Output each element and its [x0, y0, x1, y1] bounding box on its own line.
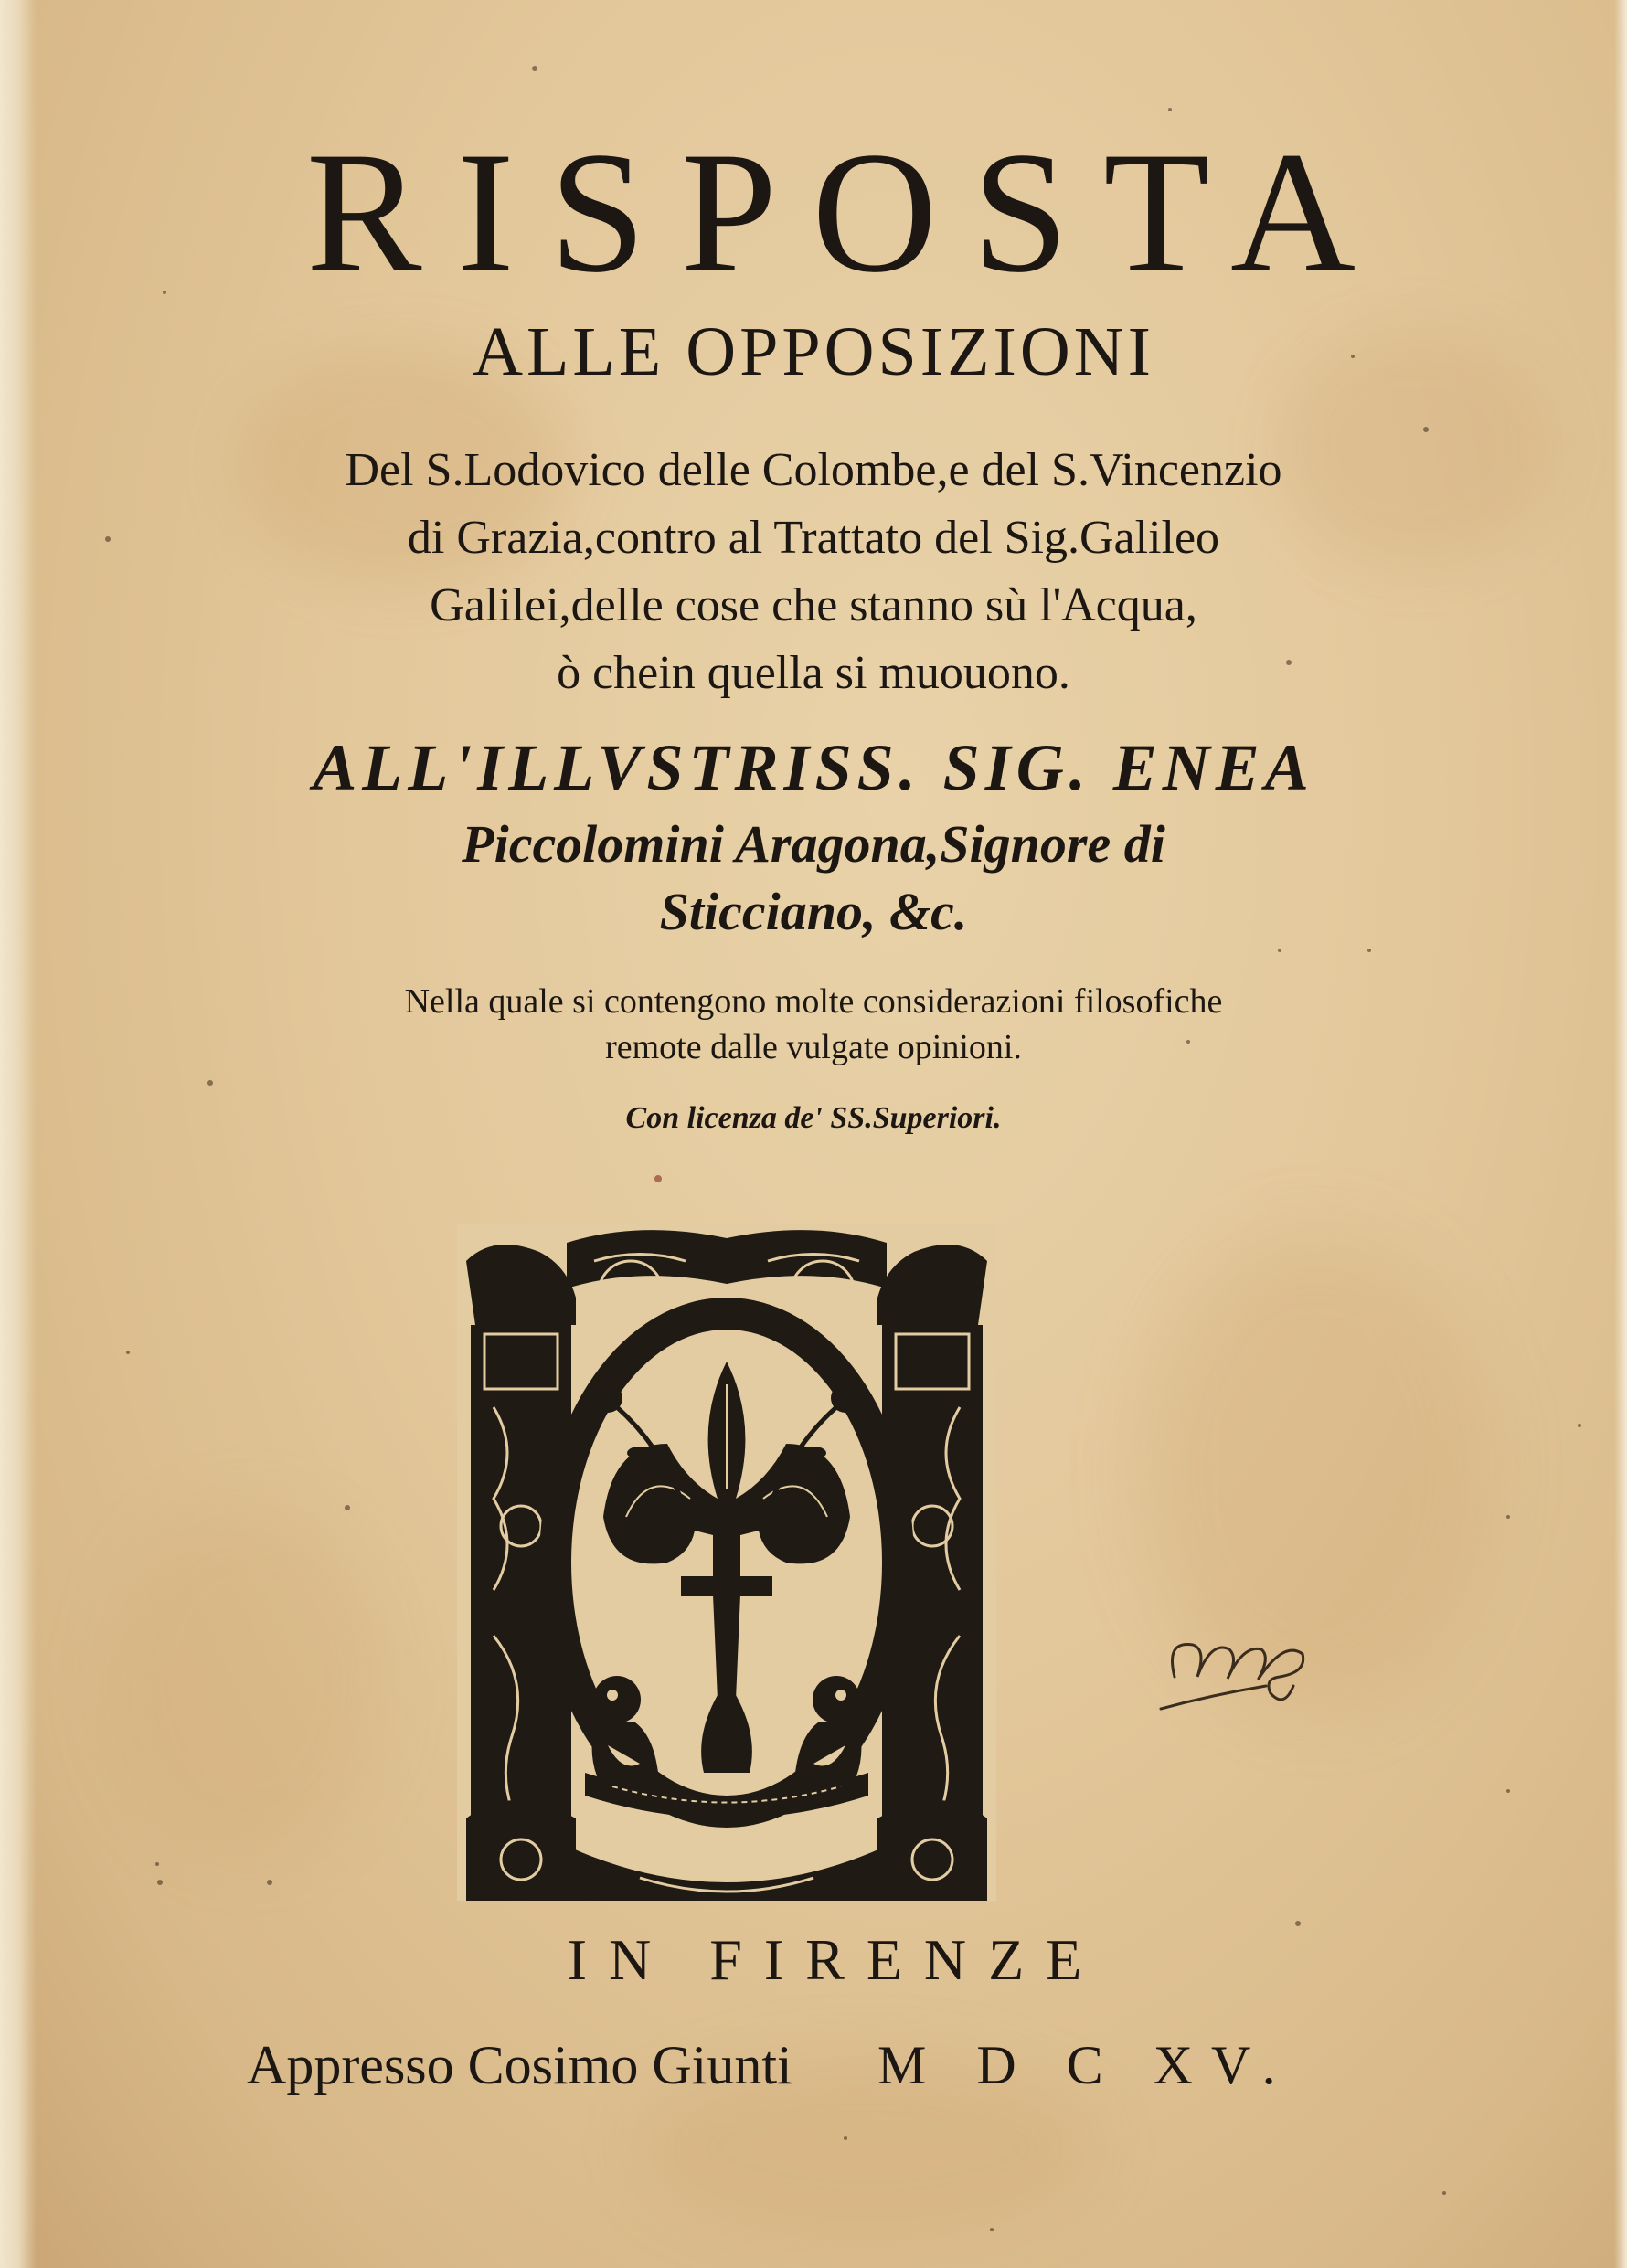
imprint-printer: Appresso Cosimo Giunti: [247, 2035, 792, 2095]
title-line-3: Galilei,delle cose che stanno sù l'Acqua,: [430, 579, 1197, 631]
printer-device-ornament: [457, 1224, 996, 1901]
license-line: Con licenza de' SS.Superiori.: [625, 1101, 1002, 1135]
book-subtitle: ALLE OPPOSIZIONI: [473, 313, 1154, 390]
book-title: RISPOSTA: [305, 117, 1391, 309]
imprint-line: [247, 2029, 1294, 2102]
imprint-city: IN FIRENZE: [567, 1927, 1104, 1992]
dedication-line-1: ALL'ILLVSTRISS. SIG. ENEA: [313, 731, 1314, 804]
description-line-1: Nella quale si contengono molte considerazioni filosofiche: [404, 982, 1223, 1021]
title-line-1: Del S.Lodovico delle Colombe,e del S.Vincenzio: [345, 444, 1282, 496]
title-line-2: di Grazia,contro al Trattato del Sig.Galileo: [407, 512, 1220, 564]
imprint-year: M D C XV.: [877, 2035, 1294, 2095]
dedication-line-3: Sticciano, &c.: [659, 882, 968, 941]
description-line-2: remote dalle vulgate opinioni.: [605, 1028, 1022, 1066]
ownership-signature-flourish: [1156, 1622, 1312, 1722]
dedication-line-2: Piccolomini Aragona,Signore di: [462, 814, 1165, 874]
title-line-4: ò chein quella si muouono.: [557, 647, 1070, 699]
